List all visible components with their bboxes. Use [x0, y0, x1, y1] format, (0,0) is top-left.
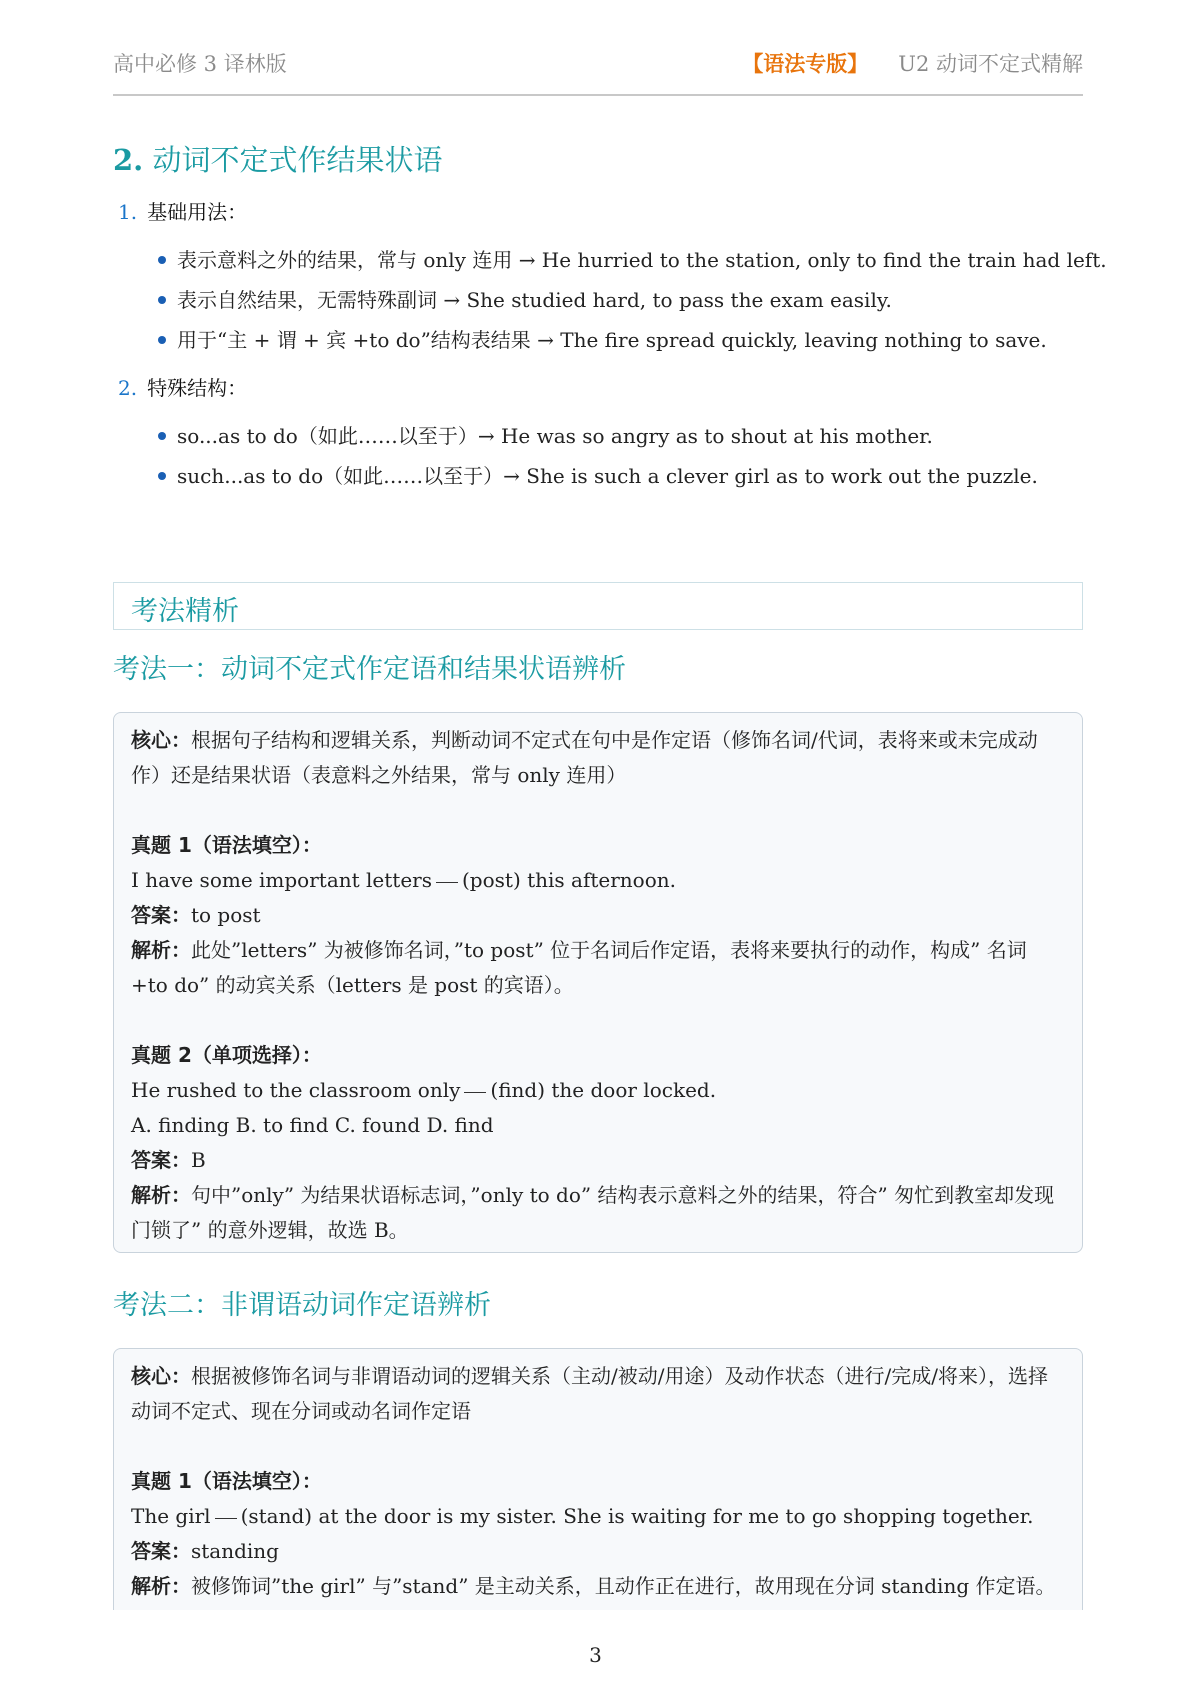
- header-book-title: 高中必修 3 译林版: [113, 52, 287, 76]
- analysis-band: [113, 582, 1083, 630]
- bullet-dot-icon: [158, 256, 166, 264]
- question-label-text: 真题 1（语法填空）：: [131, 1469, 322, 1493]
- question-text: [131, 1499, 1065, 1534]
- bullet-item: [158, 420, 933, 449]
- answer-line: [131, 898, 1065, 933]
- answer-label: 答案：: [131, 1148, 191, 1172]
- answer-line: [131, 1534, 1065, 1569]
- bullet-dot-icon: [158, 336, 166, 344]
- answer-blank: [215, 1517, 237, 1519]
- analysis-label: 解析：: [131, 1574, 191, 1598]
- core-text: 根据句子结构和逻辑关系，判断动词不定式在句中是作定语（修饰名词/代词，表将来或未完成动作）还是结果状语（表意料之外结果，常与 only 连用）: [131, 728, 1038, 787]
- analysis-text: 被修饰词”the girl” 与”stand” 是主动关系，且动作正在进行，故用现在分词 standing 作定语。: [191, 1574, 1056, 1598]
- method-two-box: [113, 1348, 1083, 1610]
- core-paragraph: [131, 1359, 1065, 1429]
- method-two-title: 考法二：非谓语动词作定语辨析: [113, 1290, 491, 1321]
- section-number: 2.: [113, 143, 144, 177]
- bullet-dot-icon: [158, 432, 166, 440]
- question-before: The girl: [131, 1504, 211, 1528]
- list-item-basic-usage: [118, 196, 247, 225]
- answer-text: standing: [191, 1539, 279, 1563]
- section-title-text: 动词不定式作结果状语: [152, 143, 443, 177]
- answer-label: 答案：: [131, 1539, 191, 1563]
- page-number: 3: [589, 1643, 602, 1667]
- bullet-text: so...as to do（如此……以至于）→ He was so angry as to shout at his mother.: [177, 424, 933, 448]
- analysis-text: 此处”letters” 为被修饰名词，”to post” 位于名词后作定语，表将来要执行的动作，构成” 名词 +to do” 的动宾关系（letters 是 post 的宾语）。: [131, 938, 1027, 997]
- answer-line: [131, 1143, 1065, 1178]
- answer-blank: [464, 1091, 486, 1093]
- header-tag: 【语法专版】: [742, 52, 869, 76]
- section-title: [113, 138, 443, 179]
- analysis-line: [131, 1178, 1065, 1248]
- bullet-item: [158, 284, 892, 313]
- bullet-text: such...as to do（如此……以至于）→ She is such a clever girl as to work out the puzzle.: [177, 464, 1038, 488]
- header-chapter: U2 动词不定式精解: [898, 52, 1083, 76]
- question-label: [131, 1464, 1065, 1499]
- analysis-line: [131, 1569, 1065, 1604]
- list-item-label: 基础用法：: [147, 200, 248, 224]
- question-before: I have some important letters: [131, 868, 432, 892]
- bullet-item: [158, 244, 1107, 273]
- question-text: [131, 863, 1065, 898]
- question-text: [131, 1073, 1065, 1108]
- list-item-label: 特殊结构：: [147, 376, 248, 400]
- bullet-text: 表示意料之外的结果，常与 only 连用 → He hurried to the station, only to find the train had left.: [177, 248, 1107, 272]
- question-label: [131, 1038, 1065, 1073]
- bullet-dot-icon: [158, 472, 166, 480]
- bullet-dot-icon: [158, 296, 166, 304]
- answer-text: to post: [191, 903, 261, 927]
- answer-blank: [436, 881, 458, 883]
- bullet-text: 表示自然结果，无需特殊副词 → She studied hard, to pass the exam easily.: [177, 288, 892, 312]
- list-item-special-structure: [118, 372, 247, 401]
- bullet-item: [158, 324, 1047, 353]
- question-label: [131, 828, 1065, 863]
- question-after: (post) this afternoon.: [462, 868, 677, 892]
- core-paragraph: [131, 723, 1065, 793]
- answer-text: B: [191, 1148, 206, 1172]
- analysis-label: 解析：: [131, 1183, 191, 1207]
- question-before: He rushed to the classroom only: [131, 1078, 461, 1102]
- analysis-text: 句中”only” 为结果状语标志词，”only to do” 结构表示意料之外的结果，符合” 匆忙到教室却发现门锁了” 的意外逻辑，故选 B。: [131, 1183, 1055, 1242]
- question-after: (find) the door locked.: [490, 1078, 717, 1102]
- core-label: 核心：: [131, 728, 191, 752]
- method-one-title: 考法一：动词不定式作定语和结果状语辨析: [113, 654, 626, 685]
- question-after: (stand) at the door is my sister. She is waiting for me to go shopping together.: [240, 1504, 1034, 1528]
- header-right: [742, 48, 1083, 78]
- list-item-number: 1.: [118, 200, 138, 224]
- bullet-item: [158, 460, 1038, 489]
- bullet-text: 用于“主 + 谓 + 宾 +to do”结构表结果 → The fire spread quickly, leaving nothing to save.: [177, 328, 1047, 352]
- core-label: 核心：: [131, 1364, 191, 1388]
- list-item-number: 2.: [118, 376, 138, 400]
- band-title: 考法精析: [131, 596, 239, 627]
- answer-label: 答案：: [131, 903, 191, 927]
- question-label-text: 真题 1（语法填空）：: [131, 833, 322, 857]
- question-label-text: 真题 2（单项选择）：: [131, 1043, 322, 1067]
- options-line: A. finding B. to find C. found D. find: [131, 1113, 494, 1137]
- core-text: 根据被修饰名词与非谓语动词的逻辑关系（主动/被动/用途）及动作状态（进行/完成/将来），选择动词不定式、现在分词或动名词作定语: [131, 1364, 1048, 1423]
- page-header: [113, 40, 1083, 96]
- method-one-box: [113, 712, 1083, 1253]
- analysis-label: 解析：: [131, 938, 191, 962]
- analysis-line: [131, 933, 1065, 1003]
